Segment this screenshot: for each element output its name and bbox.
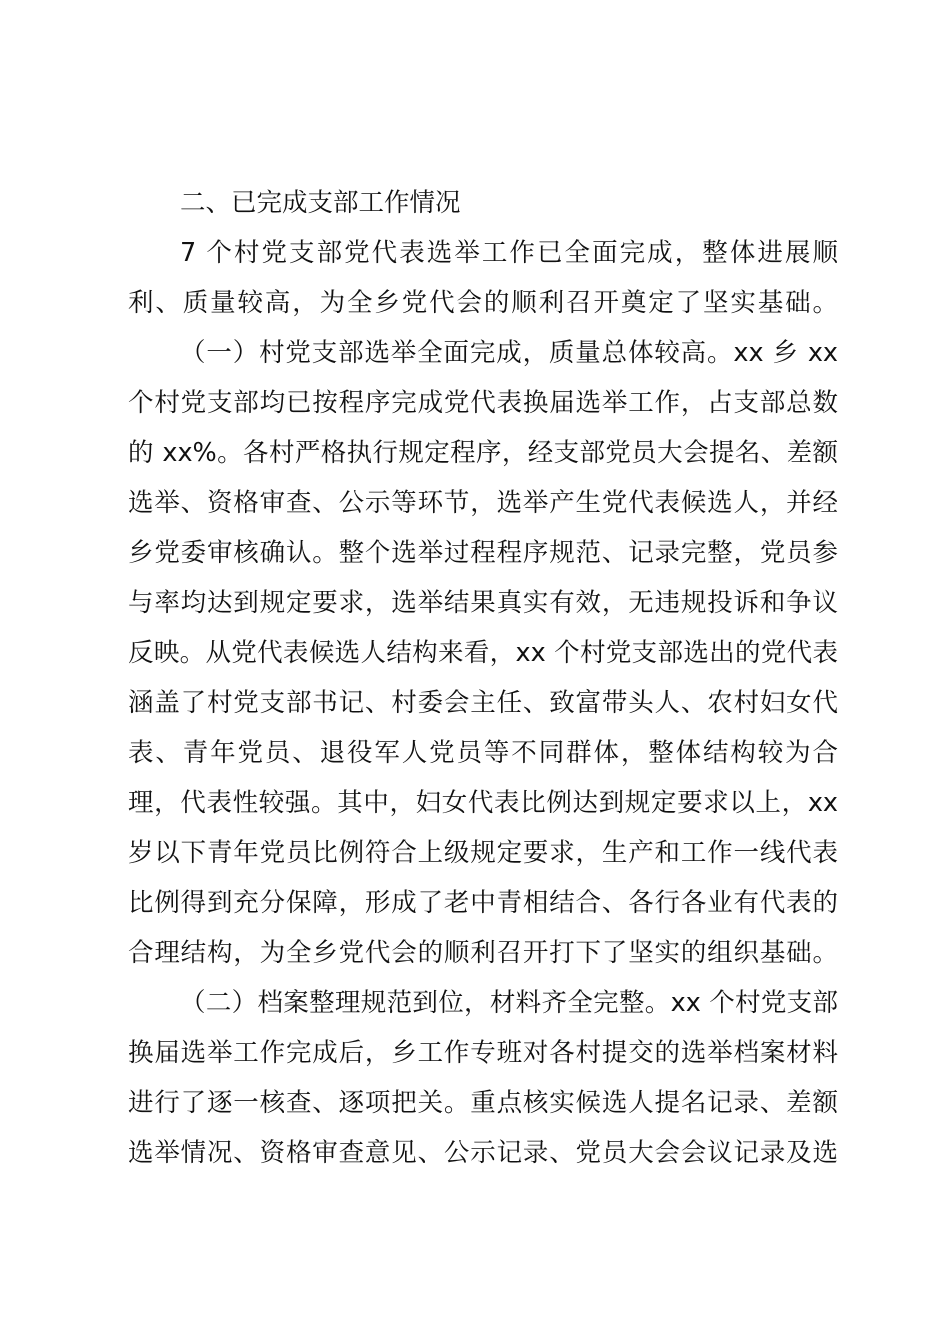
paragraph-line: 表、青年党员、退役军人党员等不同群体，整体结构较为合 bbox=[128, 738, 838, 768]
paragraph-line: （一）村党支部选举全面完成，质量总体较高。xx 乡 xx bbox=[180, 338, 838, 368]
paragraph-line: 利、质量较高，为全乡党代会的顺利召开奠定了坚实基础。 bbox=[128, 288, 838, 318]
paragraph-line: 比例得到充分保障，形成了老中青相结合、各行各业有代表的 bbox=[128, 888, 838, 918]
paragraph-line: （二）档案整理规范到位，材料齐全完整。xx 个村党支部 bbox=[180, 988, 838, 1018]
paragraph-line: 选举情况、资格审查意见、公示记录、党员大会会议记录及选 bbox=[128, 1138, 838, 1168]
paragraph-line: 换届选举工作完成后，乡工作专班对各村提交的选举档案材料 bbox=[128, 1038, 838, 1068]
paragraph-line: 涵盖了村党支部书记、村委会主任、致富带头人、农村妇女代 bbox=[128, 688, 838, 718]
paragraph-line: 7 个村党支部党代表选举工作已全面完成，整体进展顺 bbox=[180, 238, 838, 268]
paragraph-line: 乡党委审核确认。整个选举过程程序规范、记录完整，党员参 bbox=[128, 538, 838, 568]
document-body bbox=[128, 178, 838, 1178]
paragraph-line: 的 xx%。各村严格执行规定程序，经支部党员大会提名、差额 bbox=[128, 438, 838, 468]
paragraph-line: 个村党支部均已按程序完成党代表换届选举工作，占支部总数 bbox=[128, 388, 838, 418]
paragraph-line: 合理结构，为全乡党代会的顺利召开打下了坚实的组织基础。 bbox=[128, 938, 838, 968]
paragraph-line: 理，代表性较强。其中，妇女代表比例达到规定要求以上，xx bbox=[128, 788, 838, 818]
paragraph-line: 选举、资格审查、公示等环节，选举产生党代表候选人，并经 bbox=[128, 488, 838, 518]
section-heading: 二、已完成支部工作情况 bbox=[180, 188, 461, 218]
paragraph-line: 进行了逐一核查、逐项把关。重点核实候选人提名记录、差额 bbox=[128, 1088, 838, 1118]
paragraph-line: 与率均达到规定要求，选举结果真实有效，无违规投诉和争议 bbox=[128, 588, 838, 618]
paragraph-line: 岁以下青年党员比例符合上级规定要求，生产和工作一线代表 bbox=[128, 838, 838, 868]
paragraph-line: 反映。从党代表候选人结构来看，xx 个村党支部选出的党代表 bbox=[128, 638, 838, 668]
